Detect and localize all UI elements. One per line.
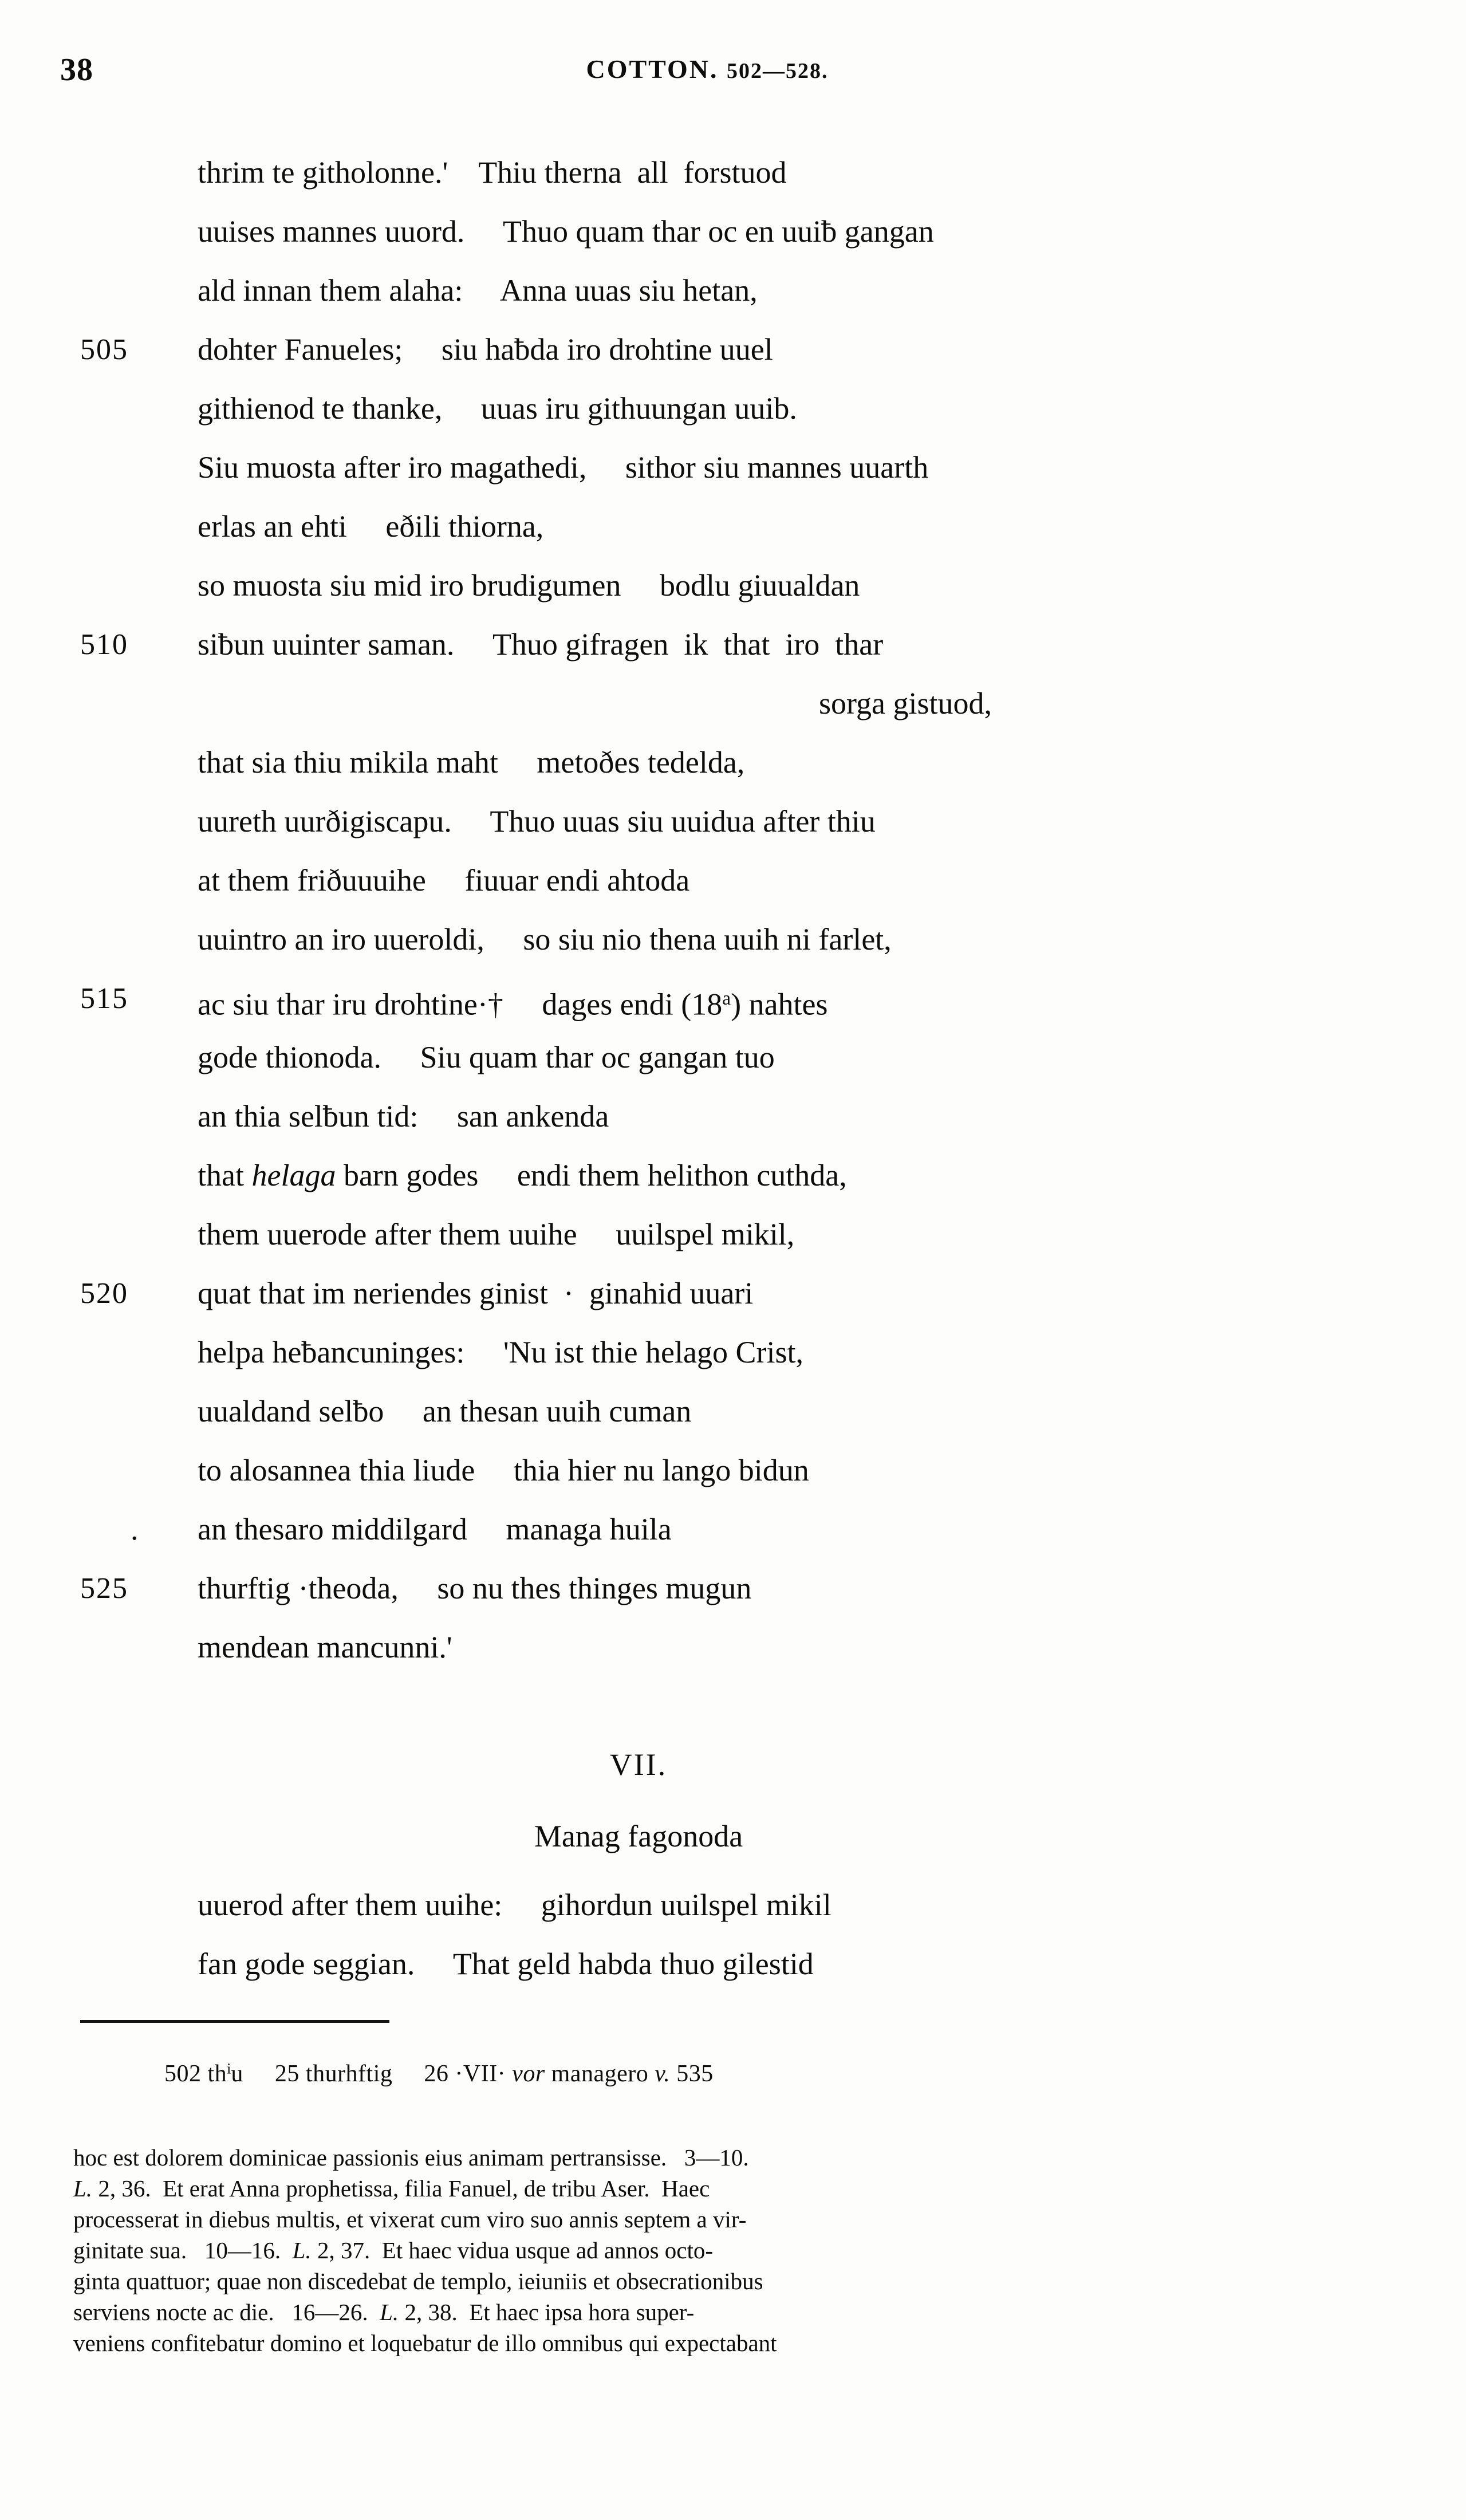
- apparatus-rule: [80, 2020, 389, 2023]
- latin-note-line: L. 2, 36. Et erat Anna prophetissa, filia Fanuel, de tribu Aser. Haec: [73, 2175, 710, 2202]
- verse-block: [0, 143, 1466, 1677]
- verse-line: [0, 792, 1466, 851]
- latin-note-italic: L.: [380, 2299, 399, 2325]
- apparatus-italic-v: v.: [655, 2061, 671, 2087]
- verse-line-text: that sia thiu mikila maht metoðes tedelda,: [198, 745, 745, 779]
- verse-line-text: an thesaro middilgard managa huila: [198, 1512, 672, 1546]
- verse-line: [0, 1935, 1466, 1994]
- verse-line: [0, 1382, 1466, 1441]
- verse-line-text: sorga gistuod,: [819, 686, 992, 720]
- verse-line: [0, 1028, 1466, 1087]
- folio-superscript: a: [722, 988, 731, 1009]
- latin-note-line: serviens nocte ac die. 16—26. L. 2, 38. Et haec ipsa hora super-: [73, 2299, 695, 2325]
- verse-line: [0, 615, 1466, 674]
- verse-line-text: dohter Fanueles; siu haƀda iro drohtine uuel: [198, 332, 773, 367]
- verse-line-text: uualdand selƀo an thesan uuih cuman: [198, 1394, 692, 1428]
- verse-line-number: 515: [80, 982, 128, 1015]
- running-title-text: COTTON.: [586, 54, 719, 84]
- verse-line: [0, 379, 1466, 438]
- verse-line-text: mendean mancunni.': [198, 1630, 452, 1664]
- verse-line-text: githienod te thanke, uuas iru githuungan uuib.: [198, 391, 797, 426]
- verse-italic-word: helaga: [251, 1158, 336, 1192]
- latin-notes-block: [73, 2142, 1396, 2358]
- apparatus-superscript: i: [227, 2060, 231, 2077]
- verse-line-text: ac siu thar iru drohtine·† dages endi (18$^a$) nahtes: [198, 987, 828, 1022]
- latin-note-italic: L.: [292, 2237, 312, 2263]
- latin-note-line: ginitate sua. 10—16. L. 2, 37. Et haec vidua usque ad annos octo-: [73, 2237, 714, 2263]
- verse-line: [0, 1441, 1466, 1500]
- verse-line-text: thurftig ·theoda, so nu thes thinges mugun: [198, 1571, 752, 1605]
- verse-line: [0, 969, 1466, 1028]
- latin-note-line: ginta quattuor; quae non discedebat de templo, ieiuniis et obsecrationibus: [73, 2268, 763, 2294]
- verse-line-text: gode thionoda. Siu quam thar oc gangan tuo: [198, 1040, 775, 1074]
- verse-line: [0, 1876, 1466, 1935]
- running-title: [0, 54, 1466, 84]
- verse-line-text: uuintro an iro uueroldi, so siu nio thena uuih ni farlet,: [198, 922, 892, 956]
- verse-line-text: an thia selƀun tid: san ankenda: [198, 1099, 609, 1133]
- verse-line-text: erlas an ehti eðili thiorna,: [198, 509, 544, 544]
- verse-line: [0, 1205, 1466, 1264]
- folio-number: 38: [60, 52, 93, 88]
- verse-line-text: at them friðuuuihe fiuuar endi ahtoda: [198, 863, 690, 897]
- verse-line: [0, 438, 1466, 497]
- apparatus-italic-vor: vor: [512, 2061, 545, 2087]
- latin-note-italic: L.: [73, 2175, 93, 2202]
- latin-note-line: veniens confitebatur domino et loquebatur de illo omnibus qui expectabant: [73, 2330, 777, 2356]
- verse-line-text: ald innan them alaha: Anna uuas siu hetan,: [198, 273, 758, 308]
- verse-line: [0, 1559, 1466, 1618]
- verse-line-text: fan gode seggian. That geld habda thuo gilestid: [198, 1947, 814, 1981]
- verse-line: [0, 1146, 1466, 1205]
- verse-line: [0, 497, 1466, 556]
- verse-line: [0, 1618, 1466, 1677]
- verse-line-text: them uuerode after them uuihe uuilspel mikil,: [198, 1217, 795, 1251]
- verse-line-text: uuises mannes uuord. Thuo quam thar oc en uuiƀ gangan: [198, 214, 934, 249]
- verse-line: [0, 674, 1466, 733]
- latin-note-line: processerat in diebus multis, et vixerat cum viro suo annis septem a vir-: [73, 2206, 747, 2232]
- verse-line-text: thrim te githolonne.' Thiu therna all forstuod: [198, 155, 787, 190]
- latin-note-line: hoc est dolorem dominicae passionis eius animam pertransisse. 3—10.: [73, 2144, 749, 2171]
- chapter-number: VII.: [609, 1747, 668, 1782]
- verse-line-text: uuerod after them uuihe: gihordun uuilspel mikil: [198, 1888, 831, 1922]
- verse-line-text: so muosta siu mid iro brudigumen bodlu giuualdan: [198, 568, 860, 603]
- verse-line: [0, 1323, 1466, 1382]
- margin-dot-marker: .: [131, 1512, 139, 1546]
- verse-line-number: 510: [80, 628, 128, 661]
- verse-line-text: siƀun uuinter saman. Thuo gifragen ik that iro thar: [198, 627, 884, 662]
- verse-line-text: helpa heƀancuninges: 'Nu ist thie helago Crist,: [198, 1335, 804, 1369]
- verse-line-text: that helaga barn godes endi them helithon cuthda,: [198, 1158, 847, 1192]
- verse-block-after-chapter: [0, 1876, 1466, 1994]
- verse-line-text: Siu muosta after iro magathedi, sithor siu mannes uuarth: [198, 450, 929, 485]
- chapter-incipit: Manag fagonoda: [534, 1819, 743, 1853]
- verse-line: [0, 733, 1466, 792]
- apparatus-criticus-line: 502 $th^iu$ 25 thurhftig 26 ·VII· vor managero v. 535: [164, 2060, 714, 2087]
- verse-line: [0, 202, 1466, 261]
- verse-line-number: 525: [80, 1572, 128, 1605]
- verse-line: [0, 320, 1466, 379]
- verse-line-text: uureth uurðigiscapu. Thuo uuas siu uuidua after thiu: [198, 804, 876, 838]
- verse-line-text: quat that im neriendes ginist · ginahid uuari: [198, 1276, 754, 1310]
- verse-line: [0, 1264, 1466, 1323]
- verse-line: [0, 556, 1466, 615]
- verse-line: [0, 1087, 1466, 1146]
- verse-line: [0, 261, 1466, 320]
- verse-line: [0, 851, 1466, 910]
- verse-line-text: to alosannea thia liude thia hier nu lango bidun: [198, 1453, 809, 1487]
- verse-line-number: 520: [80, 1277, 128, 1310]
- running-head: [0, 52, 1466, 92]
- verse-line: [0, 143, 1466, 202]
- verse-line: [0, 910, 1466, 969]
- verse-line: [0, 1500, 1466, 1559]
- verse-line-number: 505: [80, 333, 128, 366]
- running-title-line-range: 502—528.: [727, 59, 829, 83]
